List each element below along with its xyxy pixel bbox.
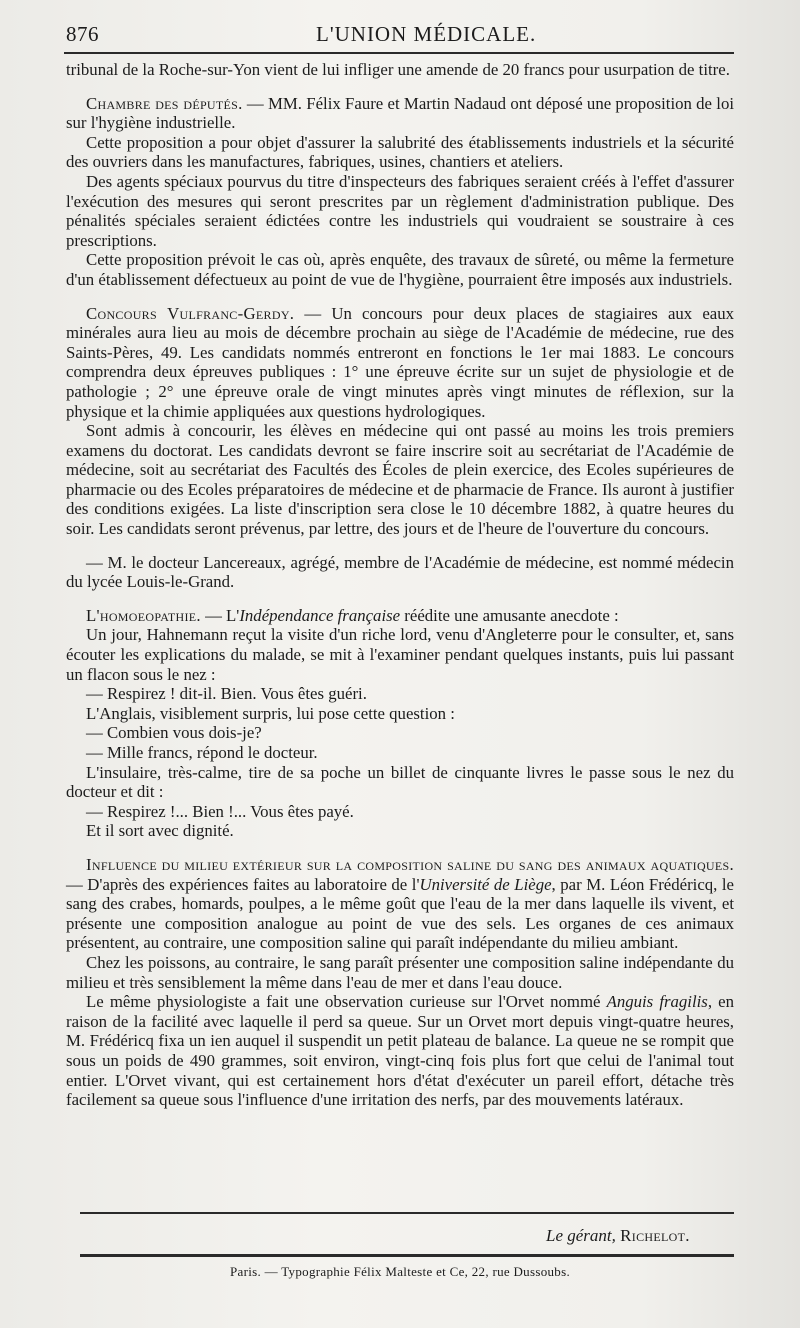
paragraph-text: Et il sort avec dignité.	[86, 821, 234, 841]
paragraph-text: , par M. Léon Frédéricq, le sang des crabes, homards, poulpes, a le même goût que l'eau de la mer dans laquelle ils vivent, et présente une composition analogue au point de vue des sels. Les organes de ces animaux présentent, au contraire, une composition saline qui paraît indépendante du milieu ambiant.	[66, 874, 734, 953]
paragraph-text: Un jour, Hahnemann reçut la visite d'un riche lord, venu d'Angleterre pour le consulter, et, sans écouter les explications du malade, se mit à l'examiner pendant quelques instants, puis lui passant un flacon sous le nez :	[66, 625, 734, 684]
university-name: Université de Liège	[419, 874, 552, 894]
header-rule	[64, 52, 734, 54]
paragraph-text: — MM. Félix Faure et Martin Nadaud ont déposé une proposition de loi sur l'hygiène industrielle.	[66, 93, 734, 133]
paragraph-text: — Respirez ! dit-il. Bien. Vous êtes guéri.	[86, 684, 367, 704]
paragraph-text: Sont admis à concourir, les élèves en médecine qui ont passé au moins les trois premiers examens du doctorat. Les candidats devront se faire inscrire soit au secrétariat de l'Académie de médecine, soit au secrétariat des Facultés des Écoles de plein exercice, des Ecoles supérieures de pharmacie ou des Ecoles préparatoires de médecine et de pharmacie de France. Ils auront à justifier des conditions exigées. La liste d'inscription sera close le 10 décembre 1882, à quatre heures du soir. Les candidats seront prévenus, par lettre, des jours et de l'heure de l'ouverture du concours.	[66, 421, 734, 539]
paragraph-text: L'insulaire, très-calme, tire de sa poche un billet de cinquante livres le passe sous le nez du docteur et dit :	[66, 762, 734, 802]
paragraph-text: Cette proposition prévoit le cas où, après enquête, des travaux de sûreté, ou même la fermeture d'un établissement défectueux au point de vue de l'hygiène, pourraient être imposés aux industriels.	[66, 250, 734, 289]
signature-name: Richelot.	[620, 1226, 690, 1245]
paragraph-concours	[66, 304, 734, 422]
paragraph-dialogue-1	[66, 684, 734, 704]
paragraph-dialogue-2	[66, 704, 734, 724]
footer-rule-bold	[80, 1254, 734, 1257]
species-name: Anguis fragilis	[606, 992, 708, 1012]
paragraph-text: Des agents spéciaux pourvus du titre d'inspecteurs des fabriques seraient créés à l'effet d'assurer l'exécution des mesures qui seront prescrites par un règlement d'administration publique. Des pénalités spéciales seraient édictées contre les industriels qui voudraient se soustraire à ces prescriptions.	[66, 171, 734, 250]
section-lead-chambre: Chambre des députés.	[86, 93, 243, 113]
paragraph-dialogue-4	[66, 743, 734, 763]
page-header	[66, 18, 730, 48]
paragraph-text: — Respirez !... Bien !... Vous êtes payé.	[86, 801, 354, 821]
page-number: 876	[66, 22, 99, 46]
paragraph-text: — L'	[200, 605, 240, 625]
paragraph-dialogue-3	[66, 723, 734, 743]
paragraph-text: — Mille francs, répond le docteur.	[86, 743, 318, 762]
printer-imprint: Paris. — Typographie Félix Malteste et Ce, 22, rue Dussoubs.	[230, 1264, 571, 1279]
paragraph-homoeopathie	[66, 606, 734, 626]
paragraph-tribunal	[66, 60, 734, 80]
paragraph-lancereaux	[66, 553, 734, 592]
paragraph-orvet	[66, 992, 734, 1110]
section-lead-concours: Concours Vulfranc-Gerdy.	[86, 303, 295, 323]
paragraph-proposition-prevoit	[66, 250, 734, 289]
paragraph-text: Chez les poissons, au contraire, le sang paraît présenter une composition saline indépendante du milieu et très sensiblement la même dans l'eau de mer et dans l'eau douce.	[66, 952, 734, 992]
paragraph-poissons	[66, 953, 734, 992]
paragraph-text: — D'après des expériences faites au laboratoire de l'	[66, 874, 420, 894]
paragraph-chambre-deputes	[66, 94, 734, 133]
section-lead-influence: Influence du milieu extérieur sur la composition saline du sang des animaux aquatiques.	[86, 854, 734, 874]
paragraph-proposition-objet	[66, 133, 734, 172]
newspaper-title: Indépendance française	[239, 605, 401, 625]
paragraph-dialogue-7	[66, 821, 734, 841]
paragraph-agents-speciaux	[66, 172, 734, 250]
paragraph-text: — Un concours pour deux places de stagiaires aux eaux minérales aura lieu au mois de décembre prochain au siège de l'Académie de médecine, rue des Saints-Pères, 49. Les candidats nommés entreront en fonctions le 1er mai 1883. Le concours comprendra deux épreuves publiques : 1° une épreuve écrite sur un sujet de physiologie et de pathologie ; 2° une épreuve orale de vingt minutes après vingt minutes de réflexion, sur la physique et la chimie appliquées aux questions hydrologiques.	[66, 303, 735, 421]
signature	[546, 1226, 690, 1246]
paragraph-influence-milieu	[66, 855, 734, 953]
paragraph-text: , en raison de la facilité avec laquelle il perd sa queue. Sur un Orvet mort depuis vingt-quatre heures, M. Frédéricq fixa un ien auquel il suspendit un petit plateau de balance. La queue ne se rompit que sous un poids de 490 grammes, soit environ, vingt-cinq fois plus fort que celui de l'animal tout entier. L'Orvet vivant, qui est certainement hors d'état d'exécuter un pareil effort, détache très facilement sa queue sous l'influence d'une irritation des nerfs, par des mouvements latéraux.	[66, 992, 734, 1110]
paragraph-hahnemann	[66, 625, 734, 684]
paragraph-dialogue-5	[66, 763, 734, 802]
paragraph-dialogue-6	[66, 802, 734, 822]
footer-rule	[80, 1212, 734, 1214]
paragraph-text: tribunal de la Roche-sur-Yon vient de lui infliger une amende de 20 francs pour usurpation de titre.	[66, 60, 730, 79]
paragraph-text: L'Anglais, visiblement surpris, lui pose cette question :	[86, 703, 455, 723]
article-body	[66, 60, 734, 1110]
paragraph-text: réédite une amusante anecdote :	[400, 605, 619, 625]
paragraph-text: — Combien vous dois-je?	[86, 723, 262, 743]
signature-label: Le gérant,	[546, 1226, 616, 1245]
paragraph-text: Cette proposition a pour objet d'assurer la salubrité des établissements industriels et la sécurité des ouvriers dans les manufactures, fabriques, usines, chantiers et ateliers.	[66, 132, 734, 172]
paragraph-text: Le même physiologiste a fait une observation curieuse sur l'Orvet nommé	[86, 992, 607, 1012]
paragraph-admis-concourir	[66, 421, 734, 539]
section-lead-homoeopathie: L'homoeopathie.	[86, 605, 201, 625]
paragraph-text: — M. le docteur Lancereaux, agrégé, membre de l'Académie de médecine, est nommé médecin du lycée Louis-le-Grand.	[66, 552, 734, 592]
journal-title: L'UNION MÉDICALE.	[316, 22, 537, 46]
